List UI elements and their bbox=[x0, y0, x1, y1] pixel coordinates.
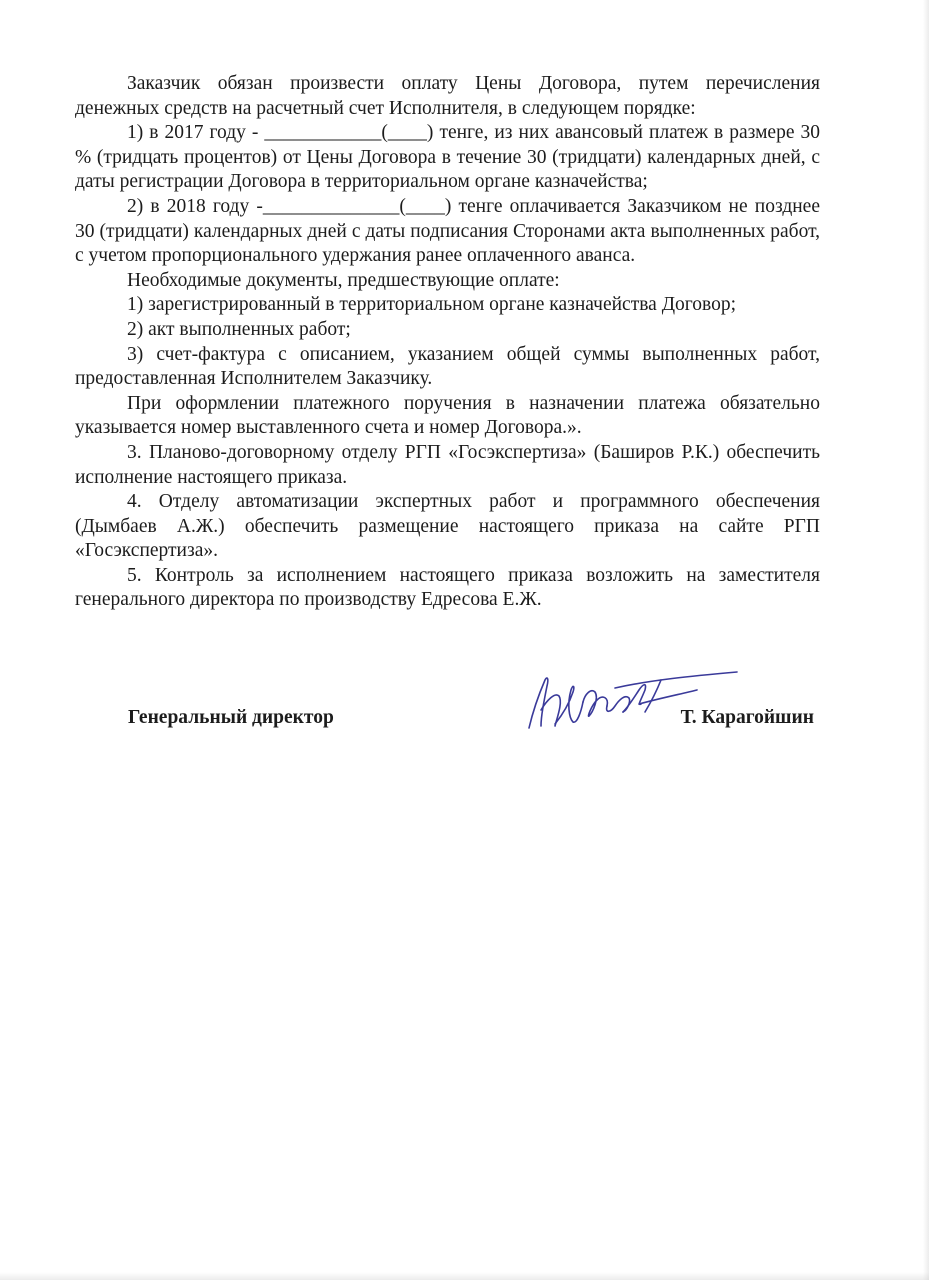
position-title: Генеральный директор bbox=[128, 707, 334, 728]
paragraph-required-documents: Необходимые документы, предшествующие оплате: bbox=[127, 269, 560, 291]
paragraph-item-3: 3. Планово-договорному отделу РГП «Госэкспертиза» (Баширов Р.К.) обеспечить исполнение настоящего приказа. bbox=[75, 441, 820, 488]
paragraph-item-5: 5. Контроль за исполнением настоящего приказа возложить на заместителя генерального директора по производству Едресова Е.Ж. bbox=[75, 564, 820, 611]
list-item-invoice: 3) счет-фактура с описанием, указанием общей суммы выполненных работ, предоставленная Исполнителем Заказчику. bbox=[75, 343, 820, 390]
paragraph-payment-2018: 2) в 2018 году -______________(____) тенге оплачивается Заказчиком не позднее 30 (тридцати) календарных дней с даты подписания Сторонами акта выполненных работ, с учетом пропорционального удержания ранее оплаченного аванса. bbox=[75, 195, 820, 267]
paragraph-payment-order: При оформлении платежного поручения в назначении платежа обязательно указывается номер выставленного счета и номер Договора.». bbox=[75, 392, 820, 439]
signer-name: Т. Карагойшин bbox=[680, 707, 814, 728]
list-item-registered-contract: 1) зарегистрированный в территориальном органе казначейства Договор; bbox=[127, 294, 737, 316]
paragraph-item-4: 4. Отделу автоматизации экспертных работ и программного обеспечения (Дымбаев А.Ж.) обеспечить размещение настоящего приказа на сайте РГП «Госэкспертиза». bbox=[75, 491, 820, 562]
page-edge-shadow bbox=[923, 0, 929, 1280]
paragraph-payment-obligation: Заказчик обязан произвести оплату Цены Договора, путем перечисления денежных средств на расчетный счет Исполнителя, в следующем порядке: bbox=[75, 73, 820, 119]
document-body bbox=[75, 72, 820, 613]
paragraph-payment-2017: 1) в 2017 году - ____________(____) тенге, из них авансовый платеж в размере 30 % (тридцать процентов) от Цены Договора в течение 30 (тридцати) календарных дней, с даты регистрации Договора в территориальном органе казначейства; bbox=[75, 122, 820, 193]
list-item-work-act: 2) акт выполненных работ; bbox=[127, 318, 351, 340]
signature-block bbox=[75, 680, 820, 740]
handwritten-signature bbox=[511, 666, 741, 746]
page-bottom-shadow bbox=[0, 1272, 929, 1280]
